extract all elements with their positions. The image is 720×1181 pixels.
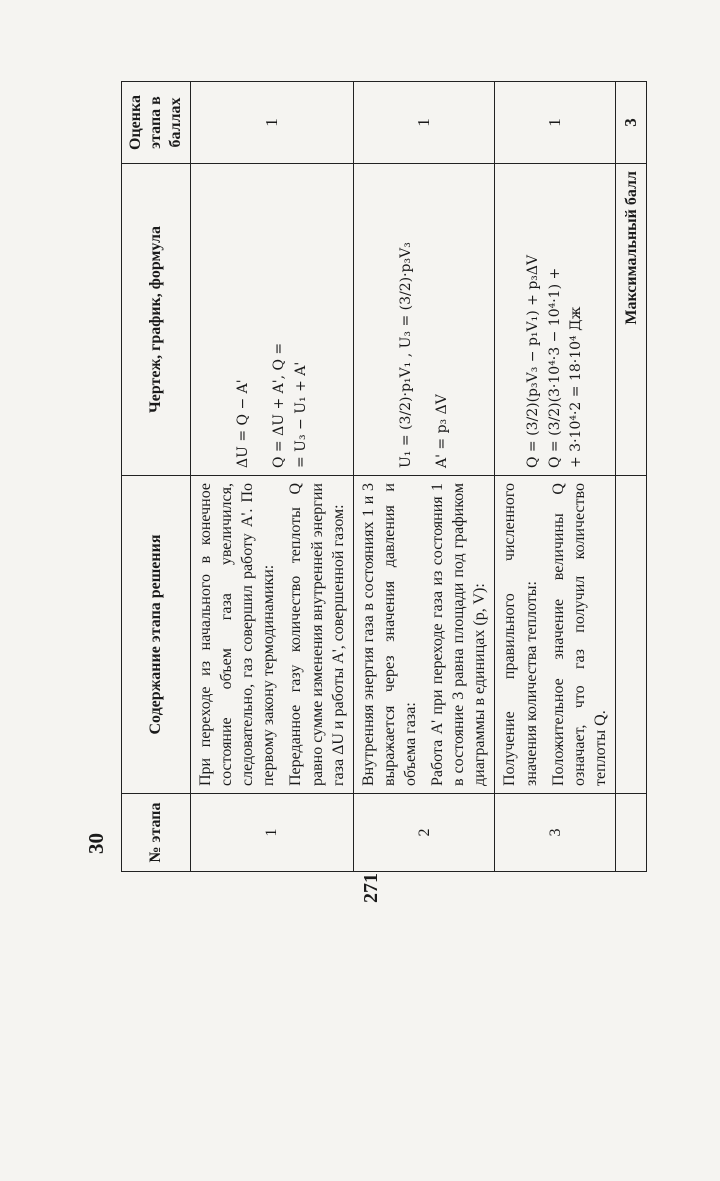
- stage-text: Получение правильного численного значения количества теплоты:: [501, 483, 540, 786]
- formula-line: Q = (3/2)(3·10⁴·3 − 10⁴·1) +: [546, 267, 563, 468]
- formula-line: A' = p₃ ΔV: [434, 394, 451, 468]
- stage-number: 2: [353, 794, 495, 872]
- stage-formula: [495, 164, 616, 476]
- stage-score: 1: [191, 82, 354, 164]
- stage-score: 1: [495, 82, 616, 164]
- table-row: [353, 82, 495, 872]
- table-header-row: [122, 82, 191, 872]
- page-number: 271: [360, 873, 382, 903]
- formula-line: Q = (3/2)(p₃V₃ − p₁V₁) + p₃ΔV: [525, 254, 542, 468]
- stage-text: При переходе из начального в конечное состояние объем газа увеличился, следовательно, газ совершил работу A'. По первому закону термодинамики:: [197, 483, 278, 786]
- stage-text: Переданное газу количество теплоты Q равно сумме изменения внутренней энергии газа ΔU и работы A', совершенной газом:: [287, 483, 347, 786]
- stage-text: Положительное значение величины Q означает, что газ получил количество теплоты Q.: [549, 483, 609, 786]
- max-score-row: [615, 82, 646, 872]
- max-score-label: Максимальный балл: [615, 164, 646, 476]
- formula-line: Q = ΔU + A', Q =: [271, 342, 288, 468]
- empty-cell: [615, 794, 646, 872]
- empty-cell: [615, 476, 646, 794]
- formula-line: + 3·10⁴·2 = 18·10⁴ Дж: [568, 306, 585, 468]
- header-formula: Чертеж, график, формула: [122, 164, 191, 476]
- stage-text: Внутренняя энергия газа в состояниях 1 и 3 выражается через значения давления и объема газа:: [359, 483, 419, 786]
- stage-content: [495, 476, 616, 794]
- formula-line: U₁ = (3/2)·p₁V₁ , U₃ = (3/2)·p₃V₃: [397, 242, 414, 468]
- max-score-value: 3: [615, 82, 646, 164]
- stage-formula: [191, 164, 354, 476]
- problem-number: 30: [84, 833, 108, 854]
- stage-content: [353, 476, 495, 794]
- rotated-table-container: [121, 82, 640, 872]
- header-stage-number: № этапа: [122, 794, 191, 872]
- table-row: [191, 82, 354, 872]
- stage-number: 1: [191, 794, 354, 872]
- formula-line: ΔU = Q − A': [234, 379, 251, 468]
- stage-number: 3: [495, 794, 616, 872]
- stage-content: [191, 476, 354, 794]
- table-row: [495, 82, 616, 872]
- formula-line: = U₃ − U₁ + A': [292, 361, 309, 468]
- stage-formula: [353, 164, 495, 476]
- header-stage-content: Содержание этапа решения: [122, 476, 191, 794]
- solution-table: [121, 81, 647, 872]
- header-score: Оценка этапа в баллах: [122, 82, 191, 164]
- stage-score: 1: [353, 82, 495, 164]
- stage-text: Работа A' при переходе газа из состояния 1 в состояние 3 равна площади под графиком диаграммы в единицах (p, V):: [429, 483, 489, 786]
